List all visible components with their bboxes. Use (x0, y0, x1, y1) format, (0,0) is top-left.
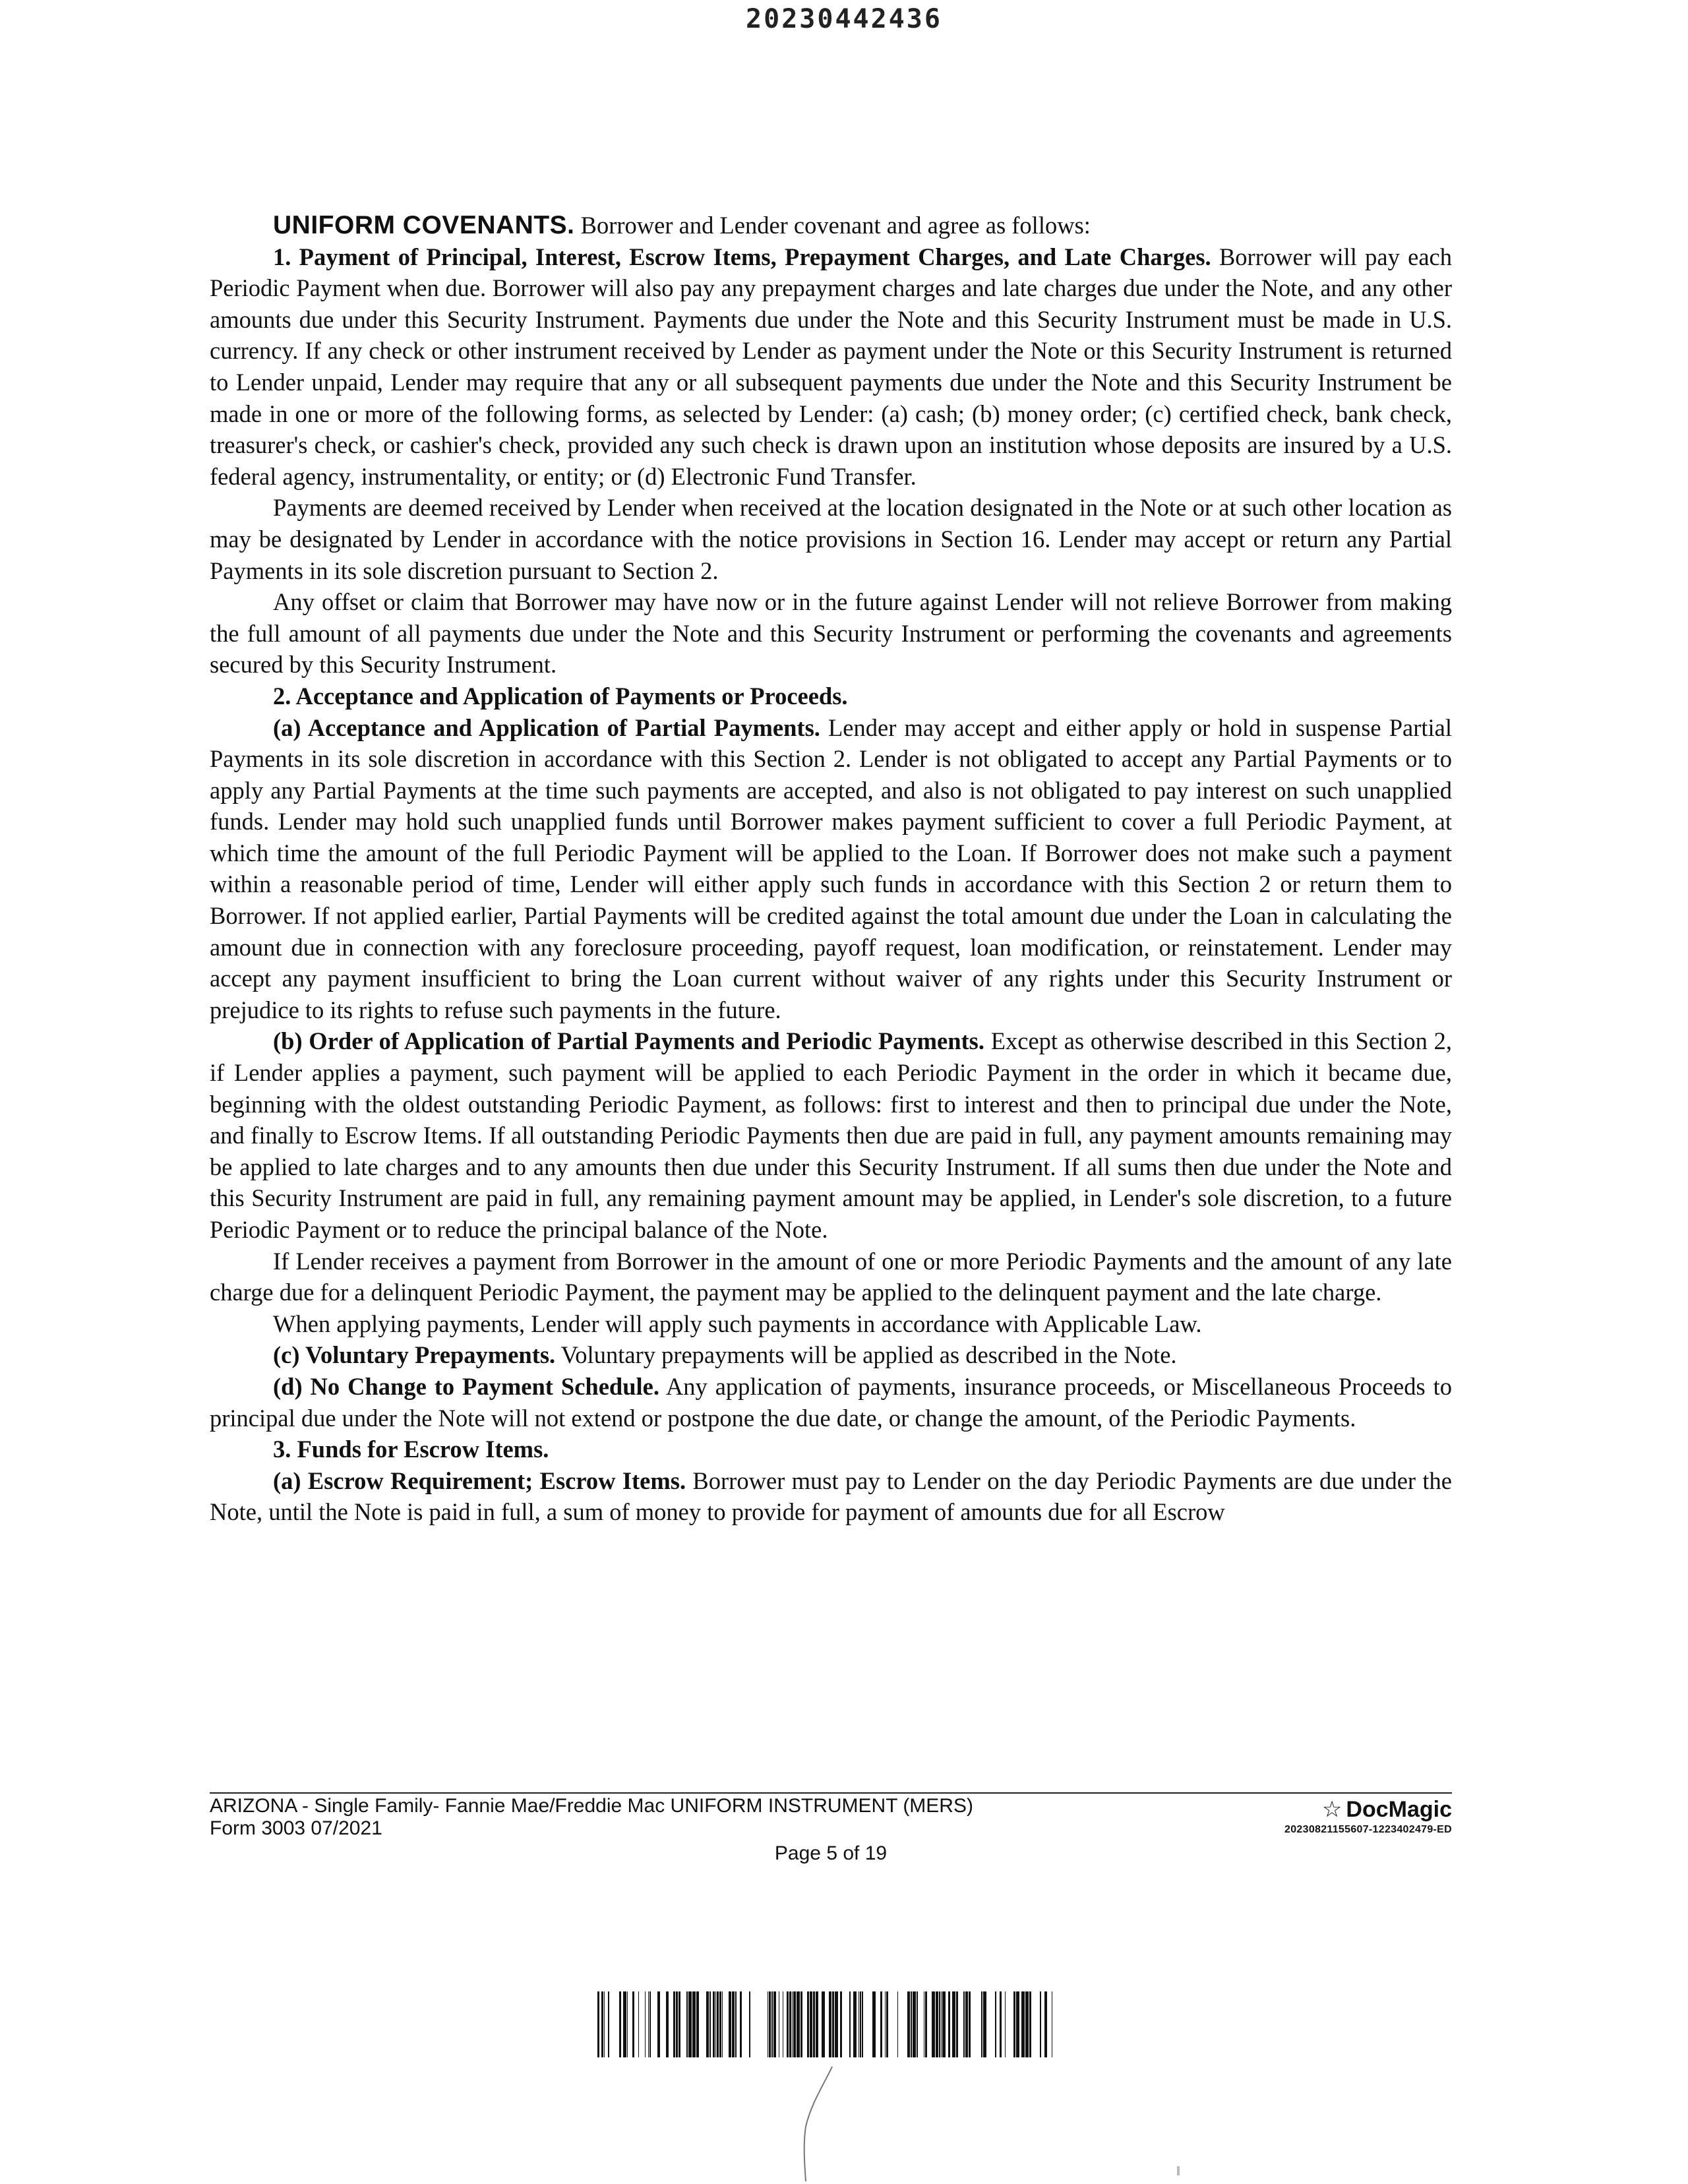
section-2b (210, 1025, 1452, 1245)
section-2 (210, 681, 1452, 712)
form-number: Form 3003 07/2021 (210, 1817, 382, 1839)
intro-text: Borrower and Lender covenant and agree as follows: (574, 212, 1091, 239)
section-2-heading: 2. Acceptance and Application of Payments or Proceeds. (273, 682, 848, 710)
section-3a-text: Borrower must pay to Lender on the day Periodic Payments are due under the Note, until the Note is paid in full, a sum of money to provide for payment of amounts due for all Escrow (210, 1467, 1452, 1526)
footer-divider (210, 1792, 1452, 1794)
section-3a-heading: (a) Escrow Requirement; Escrow Items. (273, 1467, 686, 1494)
section-2c-text: Voluntary prepayments will be applied as described in the Note. (555, 1341, 1177, 1369)
section-2b-text: Except as otherwise described in this Section 2, if Lender applies a payment, such payment will be applied to each Periodic Payment in the order in which it became due, beginning with the oldest outstanding Periodic Payment, as follows: first to interest and then to principal due under the Note, and finally to Escrow Items. If all outstanding Periodic Payments then due are paid in full, any payment amounts remaining may be applied to late charges and to any amounts then due under this Security Instrument. If all sums then due under the Note and this Security Instrument are paid in full, any remaining payment amount may be applied, in Lender's sole discretion, to a future Periodic Payment or to reduce the principal balance of the Note. (210, 1027, 1452, 1243)
section-2d (210, 1371, 1452, 1434)
form-identification (210, 1795, 973, 1840)
section-2a-heading: (a) Acceptance and Application of Partial Payments. (273, 713, 820, 741)
docmagic-logo (1322, 1796, 1452, 1823)
section-1-paragraph-2: Payments are deemed received by Lender when received at the location designated in the Note or at such other location as may be designated by Lender in accordance with the notice provisions in Section 16. Lender may accept or return any Partial Payments in its sole discretion pursuant to Section 2. (210, 494, 1452, 584)
section-1-paragraph-3: Any offset or claim that Borrower may have now or in the future against Lender will not relieve Borrower from making the full amount of all payments due under the Note and this Security Instrument or performing the covenants and agreements secured by this Security Instrument. (210, 588, 1452, 679)
section-3-heading: 3. Funds for Escrow Items. (273, 1436, 549, 1463)
barcode-icon (597, 1991, 1052, 2057)
scan-mark (1177, 2166, 1180, 2175)
section-2c (210, 1339, 1452, 1371)
section-1-heading: 1. Payment of Principal, Interest, Escrow Items, Prepayment Charges, and Late Charges. (273, 243, 1211, 270)
section-1-text: Borrower will pay each Periodic Payment when due. Borrower will also pay any prepayment charges and late charges due under the Note, and any other amounts due under this Security Instrument. Payments due under the Note and this Security Instrument must be made in U.S. currency. If any check or other instrument received by Lender as payment under the Note or this Security Instrument is returned to Lender unpaid, Lender may require that any or all subsequent payments due under the Note and this Security Instrument be made in one or more of the following forms, as selected by Lender: (a) cash; (b) money order; (c) certified check, bank check, treasurer's check, or cashier's check, provided any such check is drawn upon an institution whose deposits are insured by a U.S. federal agency, instrumentality, or entity; or (d) Electronic Fund Transfer. (210, 243, 1453, 490)
recording-number: 20230442436 (746, 4, 942, 34)
section-2d-text: Any application of payments, insurance proceeds, or Miscellaneous Proceeds to principal due under the Note will not extend or postpone the due date, or change the amount, of the Periodic Payments. (210, 1372, 1452, 1432)
section-2b-paragraph-2: If Lender receives a payment from Borrower in the amount of one or more Periodic Payments and the amount of any late charge due for a delinquent Periodic Payment, the payment may be applied to the delinquent payment and the late charge. (210, 1247, 1452, 1306)
page-number: Page 5 of 19 (774, 1842, 888, 1864)
section-3a (210, 1465, 1452, 1528)
section-2a-text: Lender may accept and either apply or hold in suspense Partial Payments in its sole discretion in accordance with this Section 2. Lender is not obligated to accept any Partial Payments or to apply any Partial Payments at the time such payments are accepted, and also is not obligated to pay interest on such unapplied funds. Lender may hold such unapplied funds until Borrower makes payment sufficient to cover a full Periodic Payment, at which time the amount of the full Periodic Payment will be applied to the Loan. If Borrower does not make such a payment within a reasonable period of time, Lender will either apply such funds in accordance with this Section 2 or return them to Borrower. If not applied earlier, Partial Payments will be credited against the total amount due under the Loan in calculating the amount due in connection with any foreclosure proceeding, payoff request, loan modification, or reinstatement. Lender may accept any payment insufficient to bring the Loan current without waiver of any rights under this Security Instrument or prejudice to its rights to refuse such payments in the future. (210, 713, 1452, 1023)
form-title: ARIZONA - Single Family- Fannie Mae/Freddie Mac UNIFORM INSTRUMENT (MERS) (210, 1795, 973, 1817)
star-icon: ☆ (1321, 1797, 1342, 1822)
uniform-covenants-intro (210, 210, 1452, 241)
uniform-covenants-heading: UNIFORM COVENANTS. (273, 211, 575, 239)
section-1 (210, 241, 1452, 493)
document-code: 20230821155607-1223402479-ED (1284, 1824, 1452, 1835)
section-2c-heading: (c) Voluntary Prepayments. (273, 1341, 556, 1369)
section-2b-paragraph-3: When applying payments, Lender will apply such payments in accordance with Applicable Law. (273, 1310, 1202, 1337)
page-footer (210, 1795, 1452, 1867)
pen-mark-icon (791, 2064, 844, 2184)
section-2d-heading: (d) No Change to Payment Schedule. (273, 1372, 659, 1400)
document-body (210, 210, 1452, 1528)
section-2b-heading: (b) Order of Application of Partial Payments and Periodic Payments. (273, 1027, 985, 1055)
brand-name: DocMagic (1346, 1797, 1452, 1822)
section-2a (210, 712, 1452, 1026)
section-3 (210, 1434, 1452, 1465)
